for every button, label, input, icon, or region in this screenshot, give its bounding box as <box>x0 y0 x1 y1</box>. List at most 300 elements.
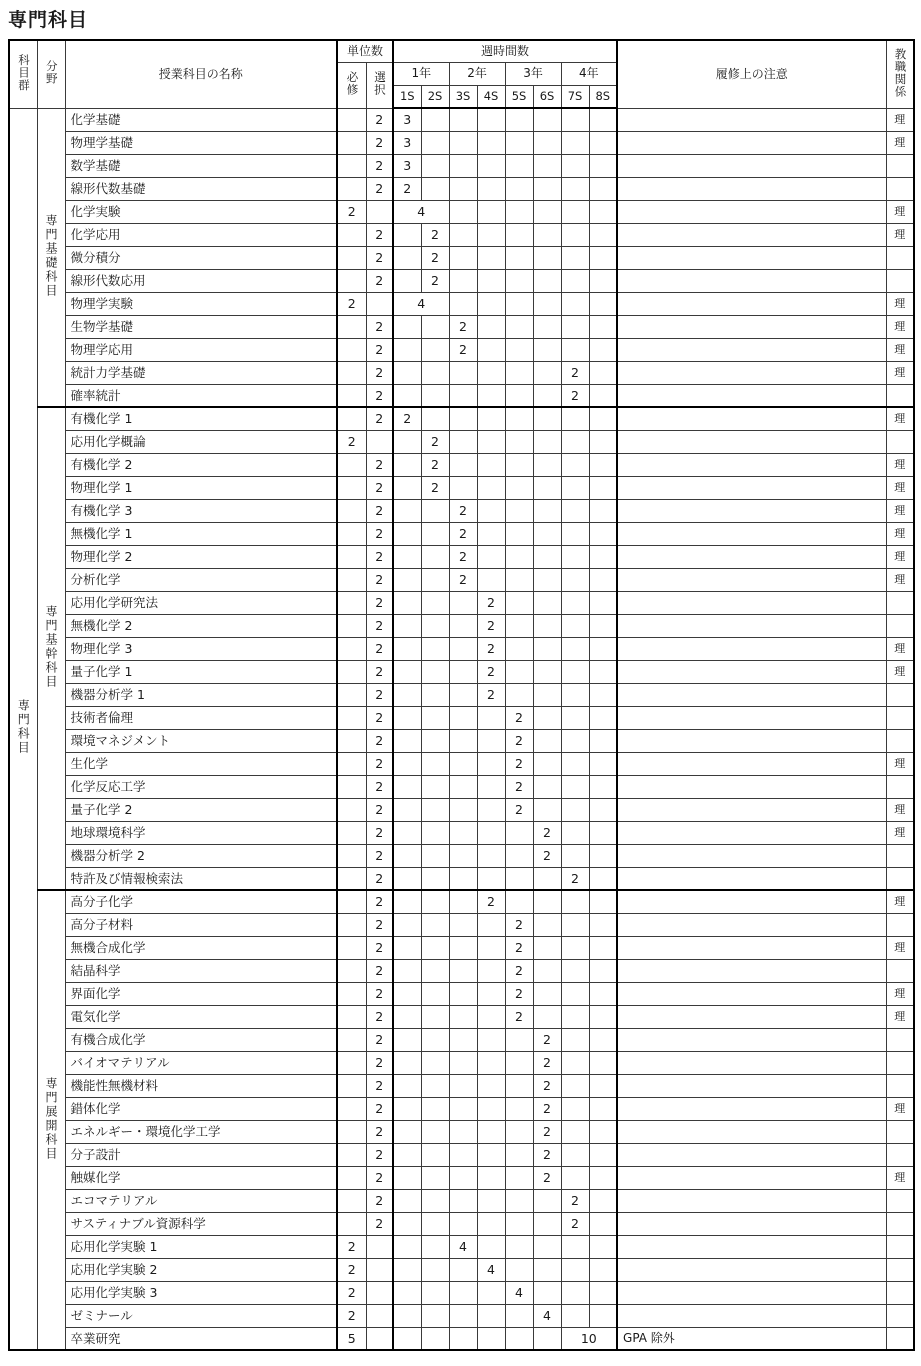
course-name-cell: 数学基礎 <box>65 154 337 177</box>
elective-credits-cell: 2 <box>366 821 393 844</box>
hours-cell-4s <box>477 936 505 959</box>
course-name-cell: エネルギー・環境化学工学 <box>65 1120 337 1143</box>
hours-cell-4s <box>477 1005 505 1028</box>
required-credits-cell <box>337 338 366 361</box>
hours-cell-4s <box>477 131 505 154</box>
required-credits-cell <box>337 131 366 154</box>
notes-cell <box>617 1120 886 1143</box>
hours-cell-2s <box>421 1166 449 1189</box>
hours-cell-3s <box>449 798 477 821</box>
notes-cell <box>617 913 886 936</box>
hours-cell-3s <box>449 1051 477 1074</box>
hours-cell-3s <box>449 177 477 200</box>
elective-credits-cell: 2 <box>366 407 393 430</box>
course-name-cell: 生化学 <box>65 752 337 775</box>
table-row <box>9 1189 914 1212</box>
notes-header: 履修上の注意 <box>617 40 886 108</box>
elective-credits-cell <box>366 1327 393 1350</box>
hours-cell-5s: 2 <box>505 729 533 752</box>
hours-cell-6s <box>533 108 561 131</box>
hours-cell-2s <box>421 982 449 1005</box>
hours-cell-7s <box>561 568 589 591</box>
hours-cell-7s <box>561 1005 589 1028</box>
semester-header-8s: 8S <box>589 85 617 108</box>
required-credits-cell <box>337 936 366 959</box>
hours-cell-7s <box>561 430 589 453</box>
hours-cell-2s <box>421 522 449 545</box>
hours-cell-1s <box>393 729 421 752</box>
subject-group-header <box>9 40 37 108</box>
hours-cell-2s <box>421 545 449 568</box>
teaching-cell: 理 <box>886 131 914 154</box>
course-name-cell: 物理学実験 <box>65 292 337 315</box>
hours-cell-1s: 3 <box>393 154 421 177</box>
elective-credits-cell: 2 <box>366 1074 393 1097</box>
hours-cell-3s <box>449 1120 477 1143</box>
elective-credits-cell: 2 <box>366 683 393 706</box>
hours-cell-1s <box>393 361 421 384</box>
required-credits-cell <box>337 1097 366 1120</box>
hours-cell-6s <box>533 1327 561 1350</box>
table-row <box>9 844 914 867</box>
hours-cell-8s <box>589 338 617 361</box>
teaching-cell: 理 <box>886 338 914 361</box>
teaching-cell: 理 <box>886 476 914 499</box>
hours-cell-3s <box>449 1304 477 1327</box>
table-row <box>9 200 914 223</box>
teaching-cell <box>886 1258 914 1281</box>
semester-header-6s: 6S <box>533 85 561 108</box>
hours-cell-5s <box>505 614 533 637</box>
hours-cell-8s <box>589 384 617 407</box>
hours-cell-6s: 2 <box>533 1074 561 1097</box>
elective-credits-cell: 2 <box>366 361 393 384</box>
hours-cell-1s <box>393 1005 421 1028</box>
hours-cell-7s <box>561 959 589 982</box>
notes-cell <box>617 867 886 890</box>
hours-cell-3s <box>449 476 477 499</box>
course-name-cell: 地球環境科学 <box>65 821 337 844</box>
hours-cell-3s <box>449 591 477 614</box>
hours-cell-5s: 4 <box>505 1281 533 1304</box>
hours-cell-2s <box>421 1143 449 1166</box>
notes-cell <box>617 108 886 131</box>
hours-cell-5s: 2 <box>505 982 533 1005</box>
hours-cell-2s <box>421 637 449 660</box>
hours-cell-3s <box>449 1189 477 1212</box>
hours-cell-7s <box>561 1166 589 1189</box>
course-name-cell: 高分子材料 <box>65 913 337 936</box>
hours-cell-4s <box>477 499 505 522</box>
hours-cell-4s <box>477 867 505 890</box>
hours-cell-8s <box>589 821 617 844</box>
course-name-cell: 確率統計 <box>65 384 337 407</box>
hours-cell-7s <box>561 1120 589 1143</box>
hours-cell-1s <box>393 1074 421 1097</box>
page-title: 専門科目 <box>8 9 89 31</box>
table-row <box>9 1304 914 1327</box>
hours-cell-6s <box>533 361 561 384</box>
hours-cell-5s <box>505 315 533 338</box>
course-name-cell: 機器分析学 1 <box>65 683 337 706</box>
hours-cell-1s: 2 <box>393 177 421 200</box>
hours-cell-3s <box>449 154 477 177</box>
hours-cell-1s <box>393 568 421 591</box>
hours-cell-4s <box>477 315 505 338</box>
hours-cell-7s <box>561 1304 589 1327</box>
field-group-cell <box>37 890 65 1350</box>
hours-cell-8s <box>589 545 617 568</box>
hours-cell-6s <box>533 890 561 913</box>
hours-cell-8s <box>589 1166 617 1189</box>
notes-cell <box>617 361 886 384</box>
hours-cell-2s <box>421 913 449 936</box>
teaching-header-label: 教職関係 <box>893 47 908 98</box>
hours-cell-5s <box>505 1304 533 1327</box>
teaching-cell: 理 <box>886 407 914 430</box>
field-header-label: 分野 <box>44 60 59 86</box>
hours-cell-1s <box>393 982 421 1005</box>
hours-cell-5s <box>505 591 533 614</box>
hours-cell-5s <box>505 1143 533 1166</box>
hours-cell-8s <box>589 476 617 499</box>
teaching-header <box>886 40 914 108</box>
teaching-cell: 理 <box>886 982 914 1005</box>
hours-cell-5s <box>505 246 533 269</box>
elective-credits-cell: 2 <box>366 154 393 177</box>
required-credits-cell: 2 <box>337 1235 366 1258</box>
table-row <box>9 591 914 614</box>
hours-cell-7s <box>561 108 589 131</box>
elective-credits-cell: 2 <box>366 1143 393 1166</box>
hours-cell-2s <box>421 338 449 361</box>
hours-cell-5s <box>505 1120 533 1143</box>
hours-cell-5s <box>505 568 533 591</box>
notes-cell <box>617 1097 886 1120</box>
elective-credits-cell: 2 <box>366 913 393 936</box>
table-row <box>9 223 914 246</box>
hours-cell-3s <box>449 361 477 384</box>
hours-cell-2s <box>421 1281 449 1304</box>
hours-cell-7s <box>561 706 589 729</box>
hours-cell-6s <box>533 1189 561 1212</box>
course-name-cell: 有機化学 1 <box>65 407 337 430</box>
hours-cell-3s <box>449 453 477 476</box>
table-row <box>9 1143 914 1166</box>
required-credits-cell <box>337 315 366 338</box>
teaching-cell: 理 <box>886 1166 914 1189</box>
hours-cell-2s <box>421 1074 449 1097</box>
hours-cell-3s <box>449 108 477 131</box>
course-name-cell: 分析化学 <box>65 568 337 591</box>
required-credits-cell <box>337 476 366 499</box>
hours-cell-1s <box>393 637 421 660</box>
hours-cell-6s <box>533 522 561 545</box>
hours-cell-8s <box>589 637 617 660</box>
required-credits-cell <box>337 706 366 729</box>
hours-cell-4s <box>477 154 505 177</box>
hours-cell-1s <box>393 614 421 637</box>
hours-cell-3s <box>449 1005 477 1028</box>
elective-credits-cell <box>366 1281 393 1304</box>
hours-cell-4s <box>477 798 505 821</box>
hours-cell-5s <box>505 545 533 568</box>
hours-cell-5s <box>505 177 533 200</box>
hours-cell-7s <box>561 844 589 867</box>
notes-cell <box>617 1005 886 1028</box>
hours-cell-3s <box>449 223 477 246</box>
hours-cell-1s <box>393 1120 421 1143</box>
hours-cell-7s <box>561 1074 589 1097</box>
semester-header-7s: 7S <box>561 85 589 108</box>
hours-cell-7s <box>561 1258 589 1281</box>
hours-cell-4s <box>477 430 505 453</box>
table-row <box>9 637 914 660</box>
hours-cell-8s <box>589 269 617 292</box>
course-name-cell: 応用化学概論 <box>65 430 337 453</box>
hours-cell-8s <box>589 614 617 637</box>
hours-cell-5s <box>505 683 533 706</box>
hours-cell-8s <box>589 246 617 269</box>
elective-credits-cell: 2 <box>366 1005 393 1028</box>
hours-cell-2s: 2 <box>421 430 449 453</box>
teaching-cell <box>886 177 914 200</box>
hours-cell-3s <box>449 1028 477 1051</box>
year-2-header: 2年 <box>449 62 505 85</box>
hours-cell-4s <box>477 246 505 269</box>
elective-credits-cell: 2 <box>366 315 393 338</box>
hours-cell-5s <box>505 430 533 453</box>
hours-cell-6s <box>533 660 561 683</box>
elective-credits-cell: 2 <box>366 453 393 476</box>
hours-cell-3s <box>449 292 477 315</box>
notes-cell <box>617 890 886 913</box>
hours-cell-8s <box>589 1120 617 1143</box>
field-group-label: 専門基礎科目 <box>44 213 58 298</box>
table-row <box>9 867 914 890</box>
course-name-header: 授業科目の名称 <box>65 40 337 108</box>
hours-cell-1s <box>393 913 421 936</box>
elective-credits-cell: 2 <box>366 1051 393 1074</box>
elective-credits-cell: 2 <box>366 545 393 568</box>
hours-cell-2s <box>421 1051 449 1074</box>
hours-cell-2s <box>421 361 449 384</box>
notes-cell <box>617 154 886 177</box>
hours-cell-8s <box>589 315 617 338</box>
hours-cell-2s <box>421 936 449 959</box>
notes-cell <box>617 292 886 315</box>
hours-cell-1s <box>393 1189 421 1212</box>
hours-cell-3s: 2 <box>449 568 477 591</box>
hours-cell-2s <box>421 1028 449 1051</box>
hours-cell-6s <box>533 1005 561 1028</box>
notes-cell <box>617 729 886 752</box>
teaching-cell <box>886 844 914 867</box>
required-credits-cell: 2 <box>337 430 366 453</box>
table-row <box>9 292 914 315</box>
notes-cell <box>617 407 886 430</box>
hours-cell-7s <box>561 982 589 1005</box>
notes-cell <box>617 614 886 637</box>
course-name-cell: 有機合成化学 <box>65 1028 337 1051</box>
course-name-cell: 化学応用 <box>65 223 337 246</box>
year-3-header: 3年 <box>505 62 561 85</box>
hours-cell-2s <box>421 775 449 798</box>
table-row <box>9 1005 914 1028</box>
hours-cell-6s <box>533 867 561 890</box>
hours-cell-8s <box>589 775 617 798</box>
notes-cell <box>617 775 886 798</box>
table-row <box>9 1327 914 1350</box>
hours-cell-2s <box>421 1005 449 1028</box>
hours-cell-4s <box>477 522 505 545</box>
hours-cell-7s <box>561 1143 589 1166</box>
notes-cell: GPA 除外 <box>617 1327 886 1350</box>
hours-cell-6s <box>533 1281 561 1304</box>
hours-cell-8s <box>589 1281 617 1304</box>
notes-cell <box>617 200 886 223</box>
hours-cell-1s <box>393 1235 421 1258</box>
notes-cell <box>617 1051 886 1074</box>
required-credits-cell <box>337 1051 366 1074</box>
required-credits-cell <box>337 522 366 545</box>
hours-cell-7s: 2 <box>561 867 589 890</box>
hours-cell-6s: 2 <box>533 821 561 844</box>
hours-cell-3s <box>449 1327 477 1350</box>
table-row <box>9 476 914 499</box>
hours-cell-5s: 2 <box>505 706 533 729</box>
notes-cell <box>617 499 886 522</box>
teaching-cell <box>886 1074 914 1097</box>
hours-cell-4s <box>477 1028 505 1051</box>
hours-cell-5s <box>505 844 533 867</box>
credits-header: 単位数 <box>337 40 393 62</box>
elective-credits-cell: 2 <box>366 1120 393 1143</box>
hours-cell-3s <box>449 752 477 775</box>
required-credits-cell <box>337 177 366 200</box>
hours-cell-3s <box>449 729 477 752</box>
hours-cell-6s <box>533 1212 561 1235</box>
required-credits-cell <box>337 154 366 177</box>
hours-cell-8s <box>589 131 617 154</box>
notes-cell <box>617 982 886 1005</box>
hours-cell-6s: 2 <box>533 1051 561 1074</box>
hours-cell-2s: 2 <box>421 223 449 246</box>
hours-cell-8s <box>589 568 617 591</box>
hours-cell-5s <box>505 867 533 890</box>
hours-cell-3s <box>449 1166 477 1189</box>
table-row <box>9 1281 914 1304</box>
course-name-cell: 応用化学実験 2 <box>65 1258 337 1281</box>
subject-group-header-label: 科目群 <box>17 54 31 92</box>
elective-credits-cell: 2 <box>366 867 393 890</box>
elective-credits-cell: 2 <box>366 1028 393 1051</box>
required-credits-cell <box>337 752 366 775</box>
hours-cell-6s <box>533 453 561 476</box>
notes-cell <box>617 1258 886 1281</box>
course-name-cell: 無機合成化学 <box>65 936 337 959</box>
teaching-cell <box>886 775 914 798</box>
hours-cell-6s: 2 <box>533 1166 561 1189</box>
teaching-cell: 理 <box>886 522 914 545</box>
hours-cell-6s: 2 <box>533 1097 561 1120</box>
required-credits-cell <box>337 1028 366 1051</box>
hours-cell-2s <box>421 683 449 706</box>
hours-cell-7s <box>561 729 589 752</box>
course-name-cell: 卒業研究 <box>65 1327 337 1350</box>
required-credits-cell <box>337 1120 366 1143</box>
hours-cell-1s: 4 <box>393 200 449 223</box>
hours-cell-8s <box>589 1051 617 1074</box>
hours-cell-6s <box>533 384 561 407</box>
notes-cell <box>617 522 886 545</box>
hours-cell-6s <box>533 591 561 614</box>
required-credits-cell <box>337 223 366 246</box>
hours-cell-4s <box>477 1327 505 1350</box>
hours-cell-5s <box>505 384 533 407</box>
teaching-cell: 理 <box>886 637 914 660</box>
course-name-cell: 量子化学 2 <box>65 798 337 821</box>
teaching-cell <box>886 959 914 982</box>
teaching-cell <box>886 154 914 177</box>
table-row <box>9 384 914 407</box>
elective-credits-cell <box>366 200 393 223</box>
hours-cell-8s <box>589 223 617 246</box>
header-row-1 <box>9 40 914 62</box>
semester-header-4s: 4S <box>477 85 505 108</box>
required-credits-cell <box>337 499 366 522</box>
teaching-cell <box>886 867 914 890</box>
hours-cell-3s <box>449 1281 477 1304</box>
notes-cell <box>617 1212 886 1235</box>
hours-cell-6s <box>533 936 561 959</box>
hours-cell-4s <box>477 959 505 982</box>
hours-cell-8s <box>589 936 617 959</box>
teaching-cell <box>886 269 914 292</box>
hours-cell-1s <box>393 821 421 844</box>
hours-cell-7s <box>561 913 589 936</box>
hours-cell-7s: 2 <box>561 1189 589 1212</box>
elective-credits-cell: 2 <box>366 108 393 131</box>
table-row <box>9 177 914 200</box>
table-row <box>9 1258 914 1281</box>
hours-cell-6s <box>533 292 561 315</box>
course-name-cell: 量子化学 1 <box>65 660 337 683</box>
teaching-cell <box>886 1327 914 1350</box>
hours-cell-4s <box>477 568 505 591</box>
notes-cell <box>617 430 886 453</box>
teaching-cell <box>886 729 914 752</box>
hours-cell-5s <box>505 1189 533 1212</box>
hours-cell-3s <box>449 775 477 798</box>
teaching-cell: 理 <box>886 361 914 384</box>
teaching-cell <box>886 430 914 453</box>
hours-cell-4s <box>477 821 505 844</box>
hours-cell-5s <box>505 223 533 246</box>
hours-cell-2s <box>421 1258 449 1281</box>
course-name-cell: 線形代数基礎 <box>65 177 337 200</box>
hours-cell-2s <box>421 177 449 200</box>
hours-cell-5s <box>505 821 533 844</box>
notes-cell <box>617 568 886 591</box>
hours-cell-8s <box>589 499 617 522</box>
hours-cell-1s <box>393 499 421 522</box>
required-credits-cell <box>337 545 366 568</box>
hours-cell-7s <box>561 752 589 775</box>
course-name-cell: 物理化学 1 <box>65 476 337 499</box>
hours-cell-4s: 2 <box>477 890 505 913</box>
hours-cell-5s <box>505 453 533 476</box>
